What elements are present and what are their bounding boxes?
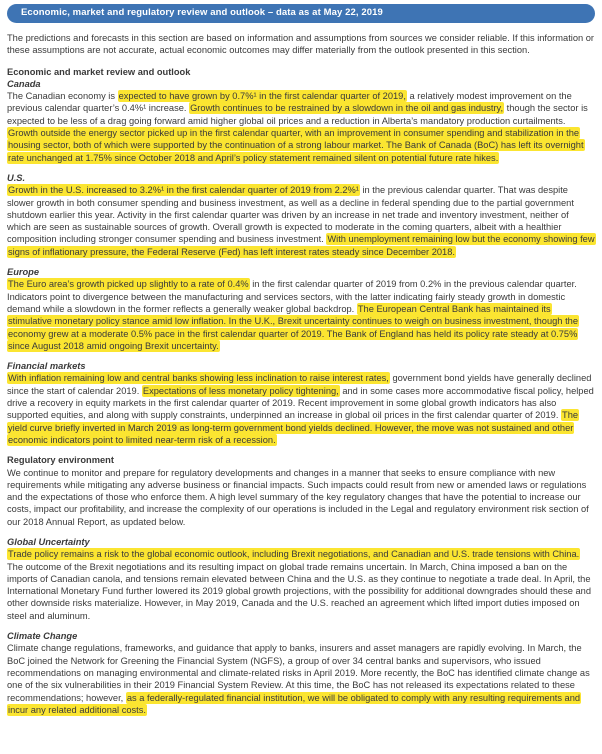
highlighted-text: The Euro area’s growth picked up slightly to a rate of 0.4% [8, 279, 249, 290]
section-paragraph [7, 642, 595, 716]
highlighted-text: as a federally-regulated financial institution, we will be obligated to comply with any resulting requirements and incur any related additional costs. [8, 692, 581, 715]
section-paragraph [7, 184, 595, 258]
section-group [7, 454, 595, 528]
text-run: a relatively modest improvement on the previous calendar quarter’s 0.4%¹ increase. [7, 91, 572, 114]
section-paragraph [7, 372, 595, 446]
section-paragraph [7, 90, 595, 164]
section-group [7, 360, 595, 446]
section-paragraph [7, 467, 595, 528]
section-heading: Regulatory environment [7, 455, 114, 466]
highlighted-text: Growth continues to be restrained by a slowdown in the oil and gas industry, [190, 103, 504, 114]
highlighted-text: Expectations of less monetary policy tightening, [142, 385, 339, 396]
text-run: We continue to monitor and prepare for regulatory developments and changes in a manner that seeks to ensure compliance with new requirements while mitigating any adverse business or financial impacts. Such impacts could result from new or amended laws or regulations and the expectations of those who enforce them. A high level summary of the key regulatory changes that have the potential to increase our costs, impact our profitability, and increase the complexity of our operations is included in the Legal and regulatory environment risk section of our 2018 Annual Report, as updated below. [7, 467, 589, 527]
section-group [7, 630, 595, 716]
text-run: and in some cases more accommodative fiscal policy, helped drive a recovery in equity markets in the first calendar quarter of 2019. Recent improvement in some global growth indicators has also supported equities, and along with supply constraints, underpinned an increase in global oil prices in the first calendar quarter of 2019. [7, 385, 594, 421]
text-run: though the sector is expected to be less of a drag going forward amid higher global oil prices and a reduction in Alberta’s mandatory production curtailments. [7, 103, 588, 126]
section-header-title: Economic, market and regulatory review and outlook – data as at May 22, 2019 [21, 7, 383, 18]
section-paragraph [7, 278, 595, 352]
text-run: in the previous calendar quarter. That was despite slower growth in both consumer spending and business investment, as well as a decline in federal spending due to the partial government shutdown earlier this year. Activity in the first calendar quarter was driven by an increase in net trade and inventory investment, neither of which are seen as sustainable sources of growth. Overall growth is expected to moderate in the coming quarters, albeit with a healthier composition including stronger consumer spending and business investment. [7, 185, 574, 245]
section-group [7, 172, 595, 258]
section-heading: Canada [7, 78, 41, 89]
intro-paragraph: The predictions and forecasts in this section are based on information and assumptions from sources we consider reliable. If this information or these assumptions are not accurate, actual economic outcomes may differ materially from the outlook presented in this section. [7, 33, 595, 56]
section-heading: Climate Change [7, 631, 78, 642]
section-group [7, 66, 595, 164]
highlighted-text: The yield curve briefly inverted in March 2019 as long-term government bond yields declined. However, the move was not sustained and other economic indicators point to limited near-term risk of a recession. [8, 410, 579, 445]
text-run: Climate change regulations, frameworks, and guidance that apply to banks, insurers and asset managers are rapidly evolving. In March, the BoC joined the Network for Greening the Financial System (NGFS), a group of over 34 central banks and supervisors, who issued recommendations on managing environmental and climate-related risks in April 2019. More recently, the BoC has identified climate change as one of the six vulnerabilities in their 2019 Financial System Review. At this time, the BoC has not released its expectations related to these recommendations; however, [7, 643, 590, 703]
highlighted-text: With inflation remaining low and central banks showing less inclination to raise interest rates, [8, 373, 389, 384]
text-run: The Canadian economy is [7, 91, 118, 102]
highlighted-text: Growth in the U.S. increased to 3.2%¹ in the first calendar quarter of 2019 from 2.2%¹ [8, 185, 359, 196]
section-group [7, 536, 595, 622]
section-heading: Financial markets [7, 361, 86, 372]
highlighted-text: Growth outside the energy sector picked up in the first calendar quarter, with an improvement in consumer spending and stabilization in the housing sector, both of which were supported by the continuation of a strong labour market. The Bank of Canada (BoC) has left its overnight rate unchanged at 1.75% since October 2018 and April’s policy statement remained silent on potential future rate hikes. [8, 128, 584, 163]
highlighted-text: expected to have grown by 0.7%¹ in the first calendar quarter of 2019, [118, 91, 406, 102]
text-run: The outcome of the Brexit negotiations and its resulting impact on global trade remains uncertain. In March, China imposed a ban on the imports of Canadian canola, and tensions remain elevated between China and the U.S. as they continue to negotiate a trade deal. In April, the International Monetary Fund further lowered its 2019 global growth projections, with the possibility for additional downgrades should these and other downside risks materialize. However, in May 2019, Canada and the U.S. reached an agreement which lifted import duties imposed on steel and aluminum. [7, 561, 591, 621]
section-header-bar [7, 4, 595, 23]
highlighted-text: With unemployment remaining low but the economy showing few signs of inflationary pressure, the Federal Reserve (Fed) has left interest rates steady since December 2018. [8, 234, 595, 257]
section-heading: Europe [7, 267, 40, 278]
highlighted-text: The European Central Bank has maintained its stimulative monetary policy stance amid low inflation. In the U.K., Brexit uncertainty continues to weigh on business investment, though the economy grew at a moderate 0.5% pace in the first calendar quarter of 2019. The Bank of England has held its policy rate steady at 0.75% since August 2018 amid ongoing Brexit uncertainty. [8, 303, 578, 351]
section-paragraph [7, 548, 595, 622]
text-run: in the first calendar quarter of 2019 from 0.2% in the previous calendar quarter. Indicators point to divergence between the manufacturing and services sectors, with the latter indicating fairly steady growth in domestic demand while a slowdown in the former reflects a generally weaker global backdrop. [7, 279, 577, 314]
sections-container [7, 66, 595, 717]
highlighted-text: Trade policy remains a risk to the global economic outlook, including Brexit negotiations, and Canadian and U.S. trade tensions with China. [8, 549, 580, 560]
section-heading: Economic and market review and outlook [7, 66, 191, 77]
text-run: government bond yields have generally declined since the start of calendar 2019. [7, 373, 592, 396]
section-group [7, 266, 595, 352]
section-heading: Global Uncertainty [7, 536, 90, 547]
section-heading: U.S. [7, 172, 26, 183]
